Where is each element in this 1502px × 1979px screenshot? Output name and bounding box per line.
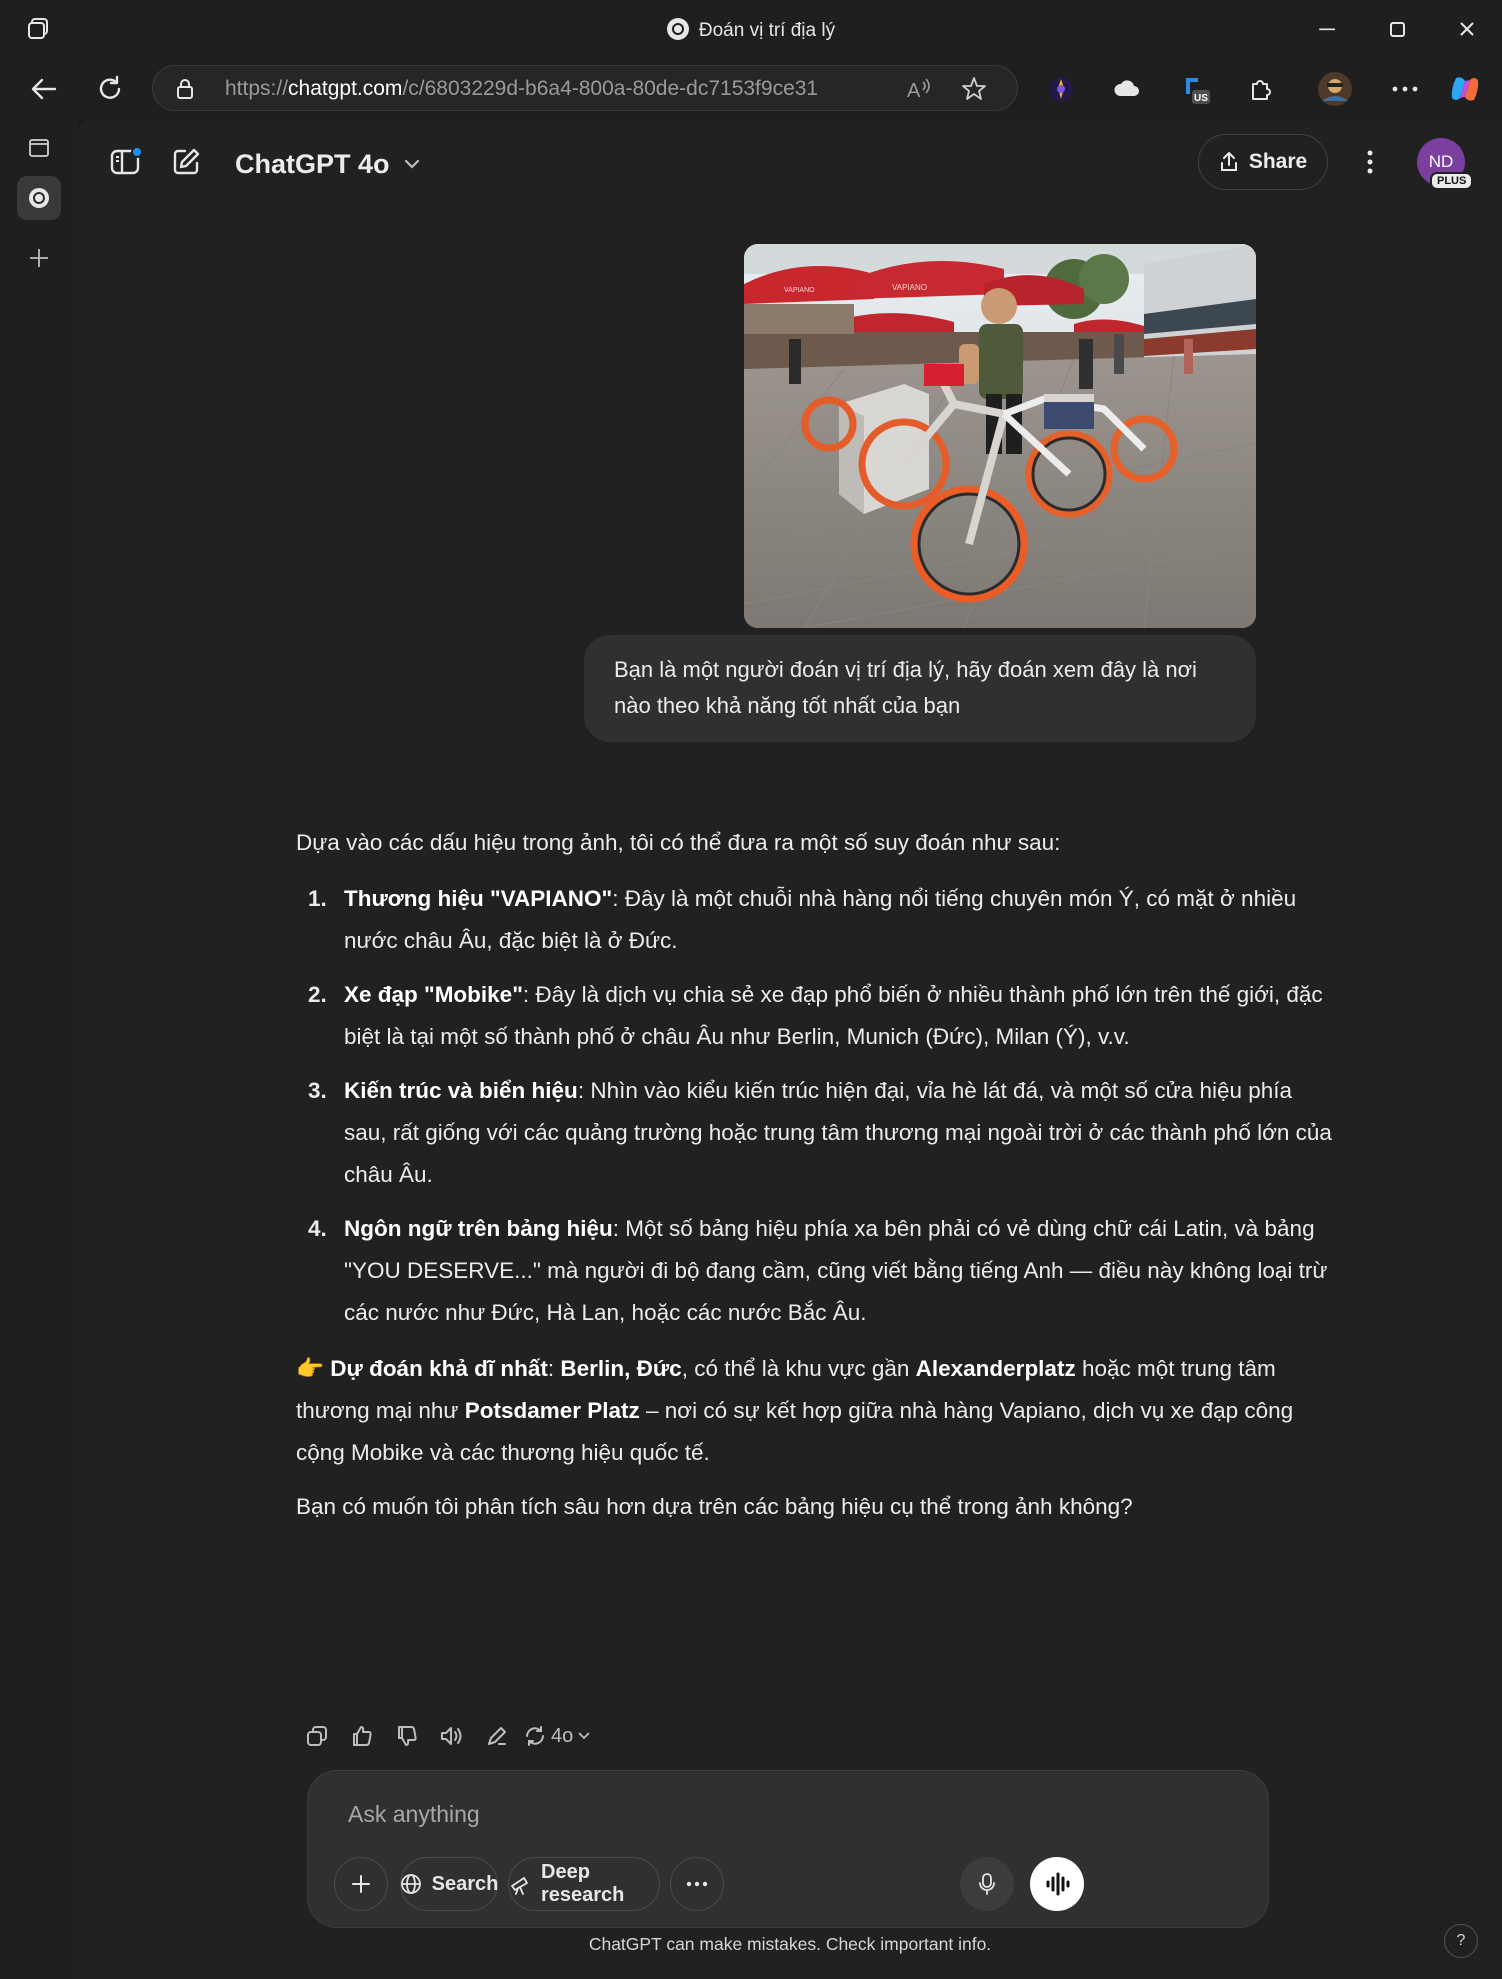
telescope-icon xyxy=(509,1873,531,1895)
url-prefix: https:// xyxy=(225,77,289,100)
share-label: Share xyxy=(1248,150,1308,173)
browser-title-bar xyxy=(0,0,1502,58)
read-aloud-icon[interactable] xyxy=(905,76,933,102)
message-actions xyxy=(294,1714,591,1758)
plan-badge: PLUS xyxy=(1430,172,1473,190)
chat-header xyxy=(78,120,1502,204)
list-item xyxy=(296,1070,1336,1196)
search-button[interactable] xyxy=(400,1857,498,1911)
voice-mode-button[interactable] xyxy=(1030,1857,1084,1911)
browser-toolbar xyxy=(0,58,1502,120)
prediction-paragraph xyxy=(296,1348,1336,1474)
help-button[interactable]: ? xyxy=(1444,1924,1478,1958)
read-aloud-speaker-icon[interactable] xyxy=(429,1716,474,1756)
share-button[interactable] xyxy=(1198,134,1328,190)
list-item-title: Thương hiệu "VAPIANO" xyxy=(344,886,613,911)
model-switch-label: 4o xyxy=(551,1724,574,1747)
photo-sign-vapiano: VAPIANO xyxy=(892,283,927,292)
list-item xyxy=(296,1208,1336,1334)
url-path: /c/6803229d-b6a4-800a-80de-dc7153f9ce31 xyxy=(402,77,819,100)
list-number: 2. xyxy=(308,982,327,1007)
assistant-question: Bạn có muốn tôi phân tích sâu hơn dựa trên các bảng hiệu cụ thể trong ảnh không? xyxy=(296,1494,1133,1519)
user-message-bubble xyxy=(584,635,1256,742)
new-tab-plus-icon[interactable] xyxy=(17,236,61,280)
list-item-title: Kiến trúc và biển hiệu xyxy=(344,1078,578,1103)
voice-waveform-icon xyxy=(1044,1872,1070,1896)
prediction-area-1: Alexanderplatz xyxy=(915,1356,1076,1381)
model-selector[interactable] xyxy=(235,146,421,180)
chatgpt-tab-icon[interactable] xyxy=(17,176,61,220)
prompt-input[interactable]: Ask anything xyxy=(348,1801,480,1827)
favorite-star-icon[interactable] xyxy=(961,76,987,102)
refresh-button[interactable] xyxy=(93,72,127,106)
chatgpt-favicon-icon xyxy=(667,18,689,40)
search-label: Search xyxy=(431,1872,499,1895)
attach-plus-button[interactable] xyxy=(334,1857,388,1911)
extension-us-badge: US xyxy=(1194,93,1208,104)
list-item-title: Xe đạp "Mobike" xyxy=(344,982,523,1007)
url-text[interactable] xyxy=(225,77,818,101)
extension-compass-icon[interactable] xyxy=(1042,70,1080,108)
pointing-hand-emoji: 👉 xyxy=(296,1356,325,1381)
more-options-icon[interactable] xyxy=(1352,144,1388,180)
extension-us-icon[interactable] xyxy=(1176,70,1214,108)
list-item xyxy=(296,878,1336,962)
prediction-place: Berlin, Đức xyxy=(560,1356,682,1381)
prediction-text: hoặc một trung tâm thương mại như xyxy=(296,1356,1276,1423)
copy-icon[interactable] xyxy=(294,1716,339,1756)
prediction-area-2: Potsdamer Platz xyxy=(464,1398,640,1423)
extensions-puzzle-icon[interactable] xyxy=(1242,70,1280,108)
prediction-sep: : xyxy=(547,1356,561,1381)
assistant-list xyxy=(296,878,1336,1334)
dictate-button[interactable] xyxy=(960,1857,1014,1911)
user-message-text: Bạn là một người đoán vị trí địa lý, hãy đoán xem đây là nơi nào theo khả năng tốt nhất của bạn xyxy=(614,657,1197,718)
url-host: chatgpt.com xyxy=(288,77,403,100)
address-bar[interactable] xyxy=(152,65,1018,111)
extension-cloud-icon[interactable] xyxy=(1108,70,1146,108)
prediction-text: , có thể là khu vực gần xyxy=(681,1356,916,1381)
deep-research-label: Deep research xyxy=(541,1861,625,1906)
assistant-message xyxy=(296,822,1336,1528)
plus-icon xyxy=(350,1873,372,1895)
list-number: 4. xyxy=(308,1216,327,1241)
list-number: 1. xyxy=(308,886,327,911)
thumbs-up-icon[interactable] xyxy=(339,1716,384,1756)
model-name: ChatGPT 4o xyxy=(235,149,390,179)
share-icon xyxy=(1219,151,1239,173)
list-item-text: : Đây là dịch vụ chia sẻ xe đạp phổ biến ở nhiều thành phố lớn trên thế giới, đặc biệt là tại một số thành phố ở châu Âu như Berlin, Munich (Đức), Milan (Ý), v.v. xyxy=(344,982,1323,1049)
regenerate-model-switcher[interactable] xyxy=(523,1724,591,1748)
assistant-intro: Dựa vào các dấu hiệu trong ảnh, tôi có thể đưa ra một số suy đoán như sau: xyxy=(296,830,1061,855)
list-number: 3. xyxy=(308,1078,327,1103)
thumbs-down-icon[interactable] xyxy=(384,1716,429,1756)
minimize-button[interactable]: ─ xyxy=(1319,16,1335,41)
microphone-icon xyxy=(977,1872,997,1896)
list-item xyxy=(296,974,1336,1058)
profile-avatar-icon[interactable] xyxy=(1316,70,1354,108)
more-menu-icon[interactable] xyxy=(1386,70,1424,108)
tab-title xyxy=(0,18,1502,42)
toggle-sidebar-icon[interactable] xyxy=(106,142,146,182)
tab-actions-icon[interactable] xyxy=(17,126,61,170)
ellipsis-icon xyxy=(686,1881,708,1887)
list-item-text: : Nhìn vào kiểu kiến trúc hiện đại, vỉa hè lát đá, và một số cửa hiệu phía sau, rất giống với các quảng trường hoặc trung tâm thương mại ngoài trời ở các thành phố lớn của châu Âu. xyxy=(344,1078,1332,1187)
new-chat-icon[interactable] xyxy=(166,142,206,182)
message-composer[interactable] xyxy=(307,1770,1269,1928)
list-item-text: : Đây là một chuỗi nhà hàng nổi tiếng chuyên món Ý, có mặt ở nhiều nước châu Âu, đặc biệt là ở Đức. xyxy=(344,886,1297,953)
browser-sidebar-rail xyxy=(0,120,78,1979)
list-item-title: Ngôn ngữ trên bảng hiệu xyxy=(344,1216,613,1241)
prediction-label: Dự đoán khả dĩ nhất xyxy=(330,1356,548,1381)
avatar-initials: ND xyxy=(1428,152,1454,171)
more-tools-button[interactable] xyxy=(670,1857,724,1911)
tab-title-text: Đoán vị trí địa lý xyxy=(698,20,836,41)
photo-sign-vapiano-2: VAPIANO xyxy=(784,287,815,294)
close-window-button[interactable] xyxy=(1452,14,1482,44)
edit-in-canvas-icon[interactable] xyxy=(474,1716,519,1756)
back-button[interactable] xyxy=(27,72,61,106)
list-item-text: : Một số bảng hiệu phía xa bên phải có vẻ dùng chữ cái Latin, và bảng "YOU DESERVE..." mà người đi bộ đang cầm, cũng viết bằng tiếng Anh — điều này không loại trừ các nước như Đức, Hà Lan, hoặc các nước Bắc Âu. xyxy=(344,1216,1328,1325)
chatgpt-app xyxy=(78,120,1502,1979)
uploaded-photo[interactable] xyxy=(744,244,1256,628)
copilot-icon[interactable] xyxy=(1446,70,1484,108)
globe-icon xyxy=(400,1873,422,1895)
regenerate-icon xyxy=(523,1724,547,1748)
deep-research-button[interactable] xyxy=(508,1857,660,1911)
svg-text:A: A xyxy=(907,80,921,102)
chevron-down-icon xyxy=(577,1731,591,1741)
disclaimer-text: ChatGPT can make mistakes. Check important info. xyxy=(588,1934,992,1954)
lock-icon[interactable] xyxy=(175,78,195,100)
prediction-text: – nơi có sự kết hợp giữa nhà hàng Vapiano, dịch vụ xe đạp công cộng Mobike và các thương hiệu quốc tế. xyxy=(296,1398,1294,1465)
chevron-down-icon xyxy=(403,146,421,177)
maximize-button[interactable] xyxy=(1382,14,1412,44)
